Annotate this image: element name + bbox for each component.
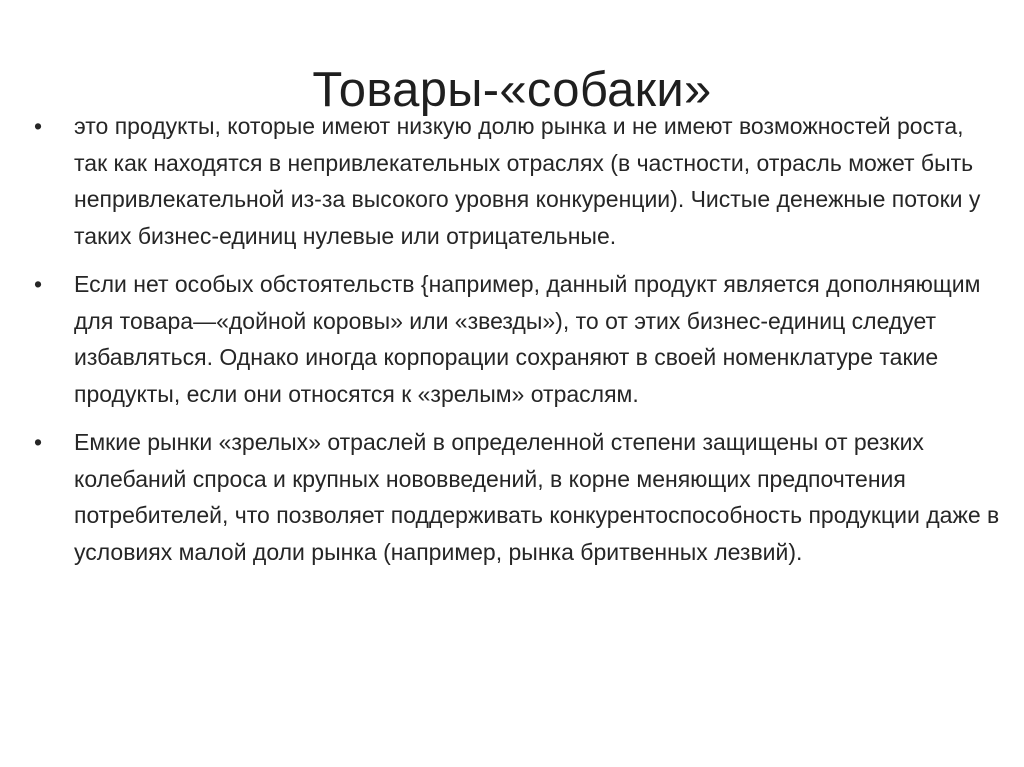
bullet-icon: • xyxy=(34,271,43,297)
slide-title: Товары-«собаки» xyxy=(312,62,712,117)
bullet-item xyxy=(34,108,1002,254)
bullet-item xyxy=(34,424,1002,570)
bullet-icon: • xyxy=(34,113,43,139)
bullet-list xyxy=(34,108,1002,582)
bullet-icon: • xyxy=(34,429,43,455)
bullet-text: Емкие рынки «зрелых» отраслей в определенной степени защищены от резких колебаний спроса и крупных нововведений, в корне меняющих предпочтения потребителей, что позволяет поддерживать конкурентоспособность продукции даже в условиях малой доли рынка (например, рынка бритвенных лезвий). xyxy=(74,429,1000,565)
bullet-text: это продукты, которые имеют низкую долю рынка и не имеют возможностей роста, так как находятся в непривлекательных отраслях (в частности, отрасль может быть непривлекательной из-за высокого уровня конкуренции). Чистые денежные потоки у таких бизнес-единиц нулевые или отрицательные. xyxy=(74,113,981,249)
bullet-text: Если нет особых обстоятельств {например, данный продукт является дополняющим для товара—«дойной коровы» или «звезды»), то от этих бизнес-единиц следует избавляться. Однако иногда корпорации сохраняют в своей номенклатуре такие продукты, если они относятся к «зрелым» отраслям. xyxy=(74,271,981,407)
bullet-item xyxy=(34,266,1002,412)
